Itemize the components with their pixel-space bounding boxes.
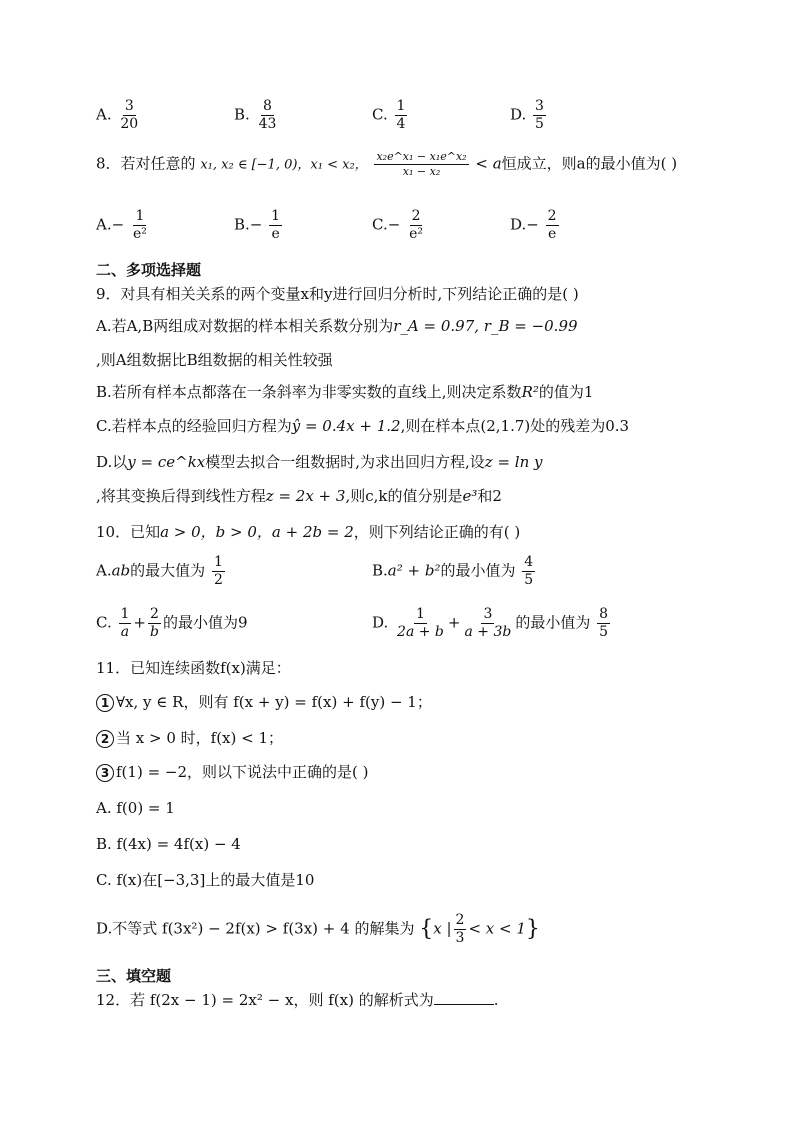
- circled-number-icon: 3: [96, 764, 114, 782]
- q11-option-a[interactable]: A. f(0) = 1: [96, 799, 175, 817]
- option-label: C.: [372, 105, 388, 124]
- q9-option-a[interactable]: A.若A,B两组成对数据的样本相关系数分别为r_A = 0.97, r_B = −0.99: [96, 317, 578, 335]
- fraction: $\frac{1}{2a + b}$: [397, 606, 444, 640]
- option-label: D.: [510, 105, 527, 124]
- option-label: A.: [96, 105, 112, 124]
- q8-option-b[interactable]: B.− $\frac{1}{e}$: [234, 208, 281, 242]
- fraction: $\frac{8}{43}$: [258, 98, 277, 132]
- q7-option-b[interactable]: [234, 98, 280, 133]
- q11-option-c[interactable]: C. f(x)在[−3,3]上的最大值是10: [96, 871, 315, 889]
- q8-stem: 8．若对任意的 x₁, x₂ ∈ [−1, 0)，x₁ < x₂， $\frac{\text{x₂e\textasciicircum{}x₁ − x₁e\textasciicircum{}x₂}}{\text{x₁ − x₂}}$ < a恒成立，则a的最小值为( ): [96, 150, 678, 178]
- q9-option-c[interactable]: C.若样本点的经验回归方程为ŷ = 0.4x + 1.2,则在样本点(2,1.7)处的残差为0.3: [96, 417, 630, 435]
- q12-stem: 12．若 f(2x − 1) = 2x² − x，则 f(x) 的解析式为 .: [96, 991, 499, 1009]
- q7-option-a[interactable]: [96, 98, 142, 133]
- q10-option-a[interactable]: A.ab的最大值为 $\frac{1}{2}$: [96, 554, 223, 588]
- q8-option-a[interactable]: A.− $\frac{1}{\text{e²}}$: [96, 208, 147, 242]
- q11-option-d[interactable]: D.不等式 f(3x²) − 2f(x) > f(3x) + 4 的解集为 {x | $\frac{2}{3}$ < x < 1}: [96, 912, 540, 946]
- brace-right: }: [525, 916, 540, 942]
- q7-option-c[interactable]: [372, 98, 409, 133]
- section-heading-fill-in: 三、填空题: [96, 967, 172, 985]
- fraction: $\frac{1}{4}$: [396, 98, 406, 132]
- section-heading-multiple-choice: 二、多项选择题: [96, 261, 202, 279]
- q10-stem: 10．已知a > 0，b > 0，a + 2b = 2，则下列结论正确的有( ): [96, 523, 521, 541]
- q11-option-b[interactable]: B. f(4x) = 4f(x) − 4: [96, 835, 241, 853]
- fraction: $\frac{8}{5}$: [599, 606, 609, 640]
- fraction: $\frac{2}{\text{e²}}$: [409, 208, 423, 242]
- fraction: $\frac{3}{20}$: [120, 98, 139, 132]
- q11-stem: 11．已知连续函数f(x)满足：: [96, 659, 291, 677]
- fraction: $\frac{1}{\text{e²}}$: [132, 208, 147, 242]
- q10-option-d[interactable]: D. $\frac{1}{2a + b}$ + $\frac{3}{a + 3b}$ 的最小值为 $\frac{8}{5}$: [372, 606, 609, 640]
- fraction: $\frac{3}{a + 3b}$: [464, 606, 512, 640]
- q8-option-d[interactable]: D.− $\frac{2}{e}$: [510, 208, 557, 242]
- q9-option-a-cont: ,则A组数据比B组数据的相关性较强: [96, 351, 333, 369]
- fraction: $\frac{1}{a}$: [120, 606, 130, 640]
- q7-option-d[interactable]: [510, 98, 548, 133]
- answer-blank[interactable]: [434, 990, 494, 1005]
- fraction: $\frac{1}{e}$: [271, 208, 281, 242]
- q8-option-c[interactable]: C.− $\frac{2}{\text{e²}}$: [372, 208, 423, 242]
- fraction: $\frac{2}{e}$: [547, 208, 557, 242]
- fraction: $\frac{2}{b}$: [150, 606, 159, 640]
- q11-condition-2: 2 当 x > 0 时，f(x) < 1；: [96, 728, 283, 748]
- fraction: $\frac{\text{x₂e\textasciicircum{}x₁ − x₁e\textasciicircum{}x₂}}{\text{x₁ − x₂}}$: [376, 150, 467, 178]
- q9-option-d-cont: ,将其变换后得到线性方程z = 2x + 3,则c,k的值分别是e³和2: [96, 487, 502, 505]
- fraction: $\frac{1}{2}$: [213, 554, 223, 588]
- q9-stem: 9．对具有相关关系的两个变量x和y进行回归分析时,下列结论正确的是( ): [96, 285, 579, 303]
- fraction: $\frac{3}{5}$: [535, 98, 544, 132]
- q9-option-b[interactable]: B.若所有样本点都落在一条斜率为非零实数的直线上,则决定系数R²的值为1: [96, 383, 594, 401]
- option-label: B.: [234, 105, 250, 124]
- q9-option-d[interactable]: D.以y = ce^kx模型去拟合一组数据时,为求出回归方程,设z = ln y: [96, 453, 543, 471]
- q11-condition-1: 1 ∀x, y ∈ R，则有 f(x + y) = f(x) + f(y) − 1；: [96, 692, 432, 712]
- q10-option-b[interactable]: B.a² + b²的最小值为 $\frac{4}{5}$: [372, 554, 534, 588]
- circled-number-icon: 2: [96, 730, 114, 748]
- fraction: $\frac{4}{5}$: [524, 554, 534, 588]
- fraction: $\frac{2}{3}$: [455, 912, 465, 946]
- q10-option-c[interactable]: C. $\frac{1}{a}$ + $\frac{2}{b}$ 的最小值为9: [96, 606, 248, 640]
- q11-condition-3: 3 f(1) = −2，则以下说法中正确的是( ): [96, 762, 369, 782]
- circled-number-icon: 1: [96, 694, 114, 712]
- brace-left: {: [419, 916, 434, 942]
